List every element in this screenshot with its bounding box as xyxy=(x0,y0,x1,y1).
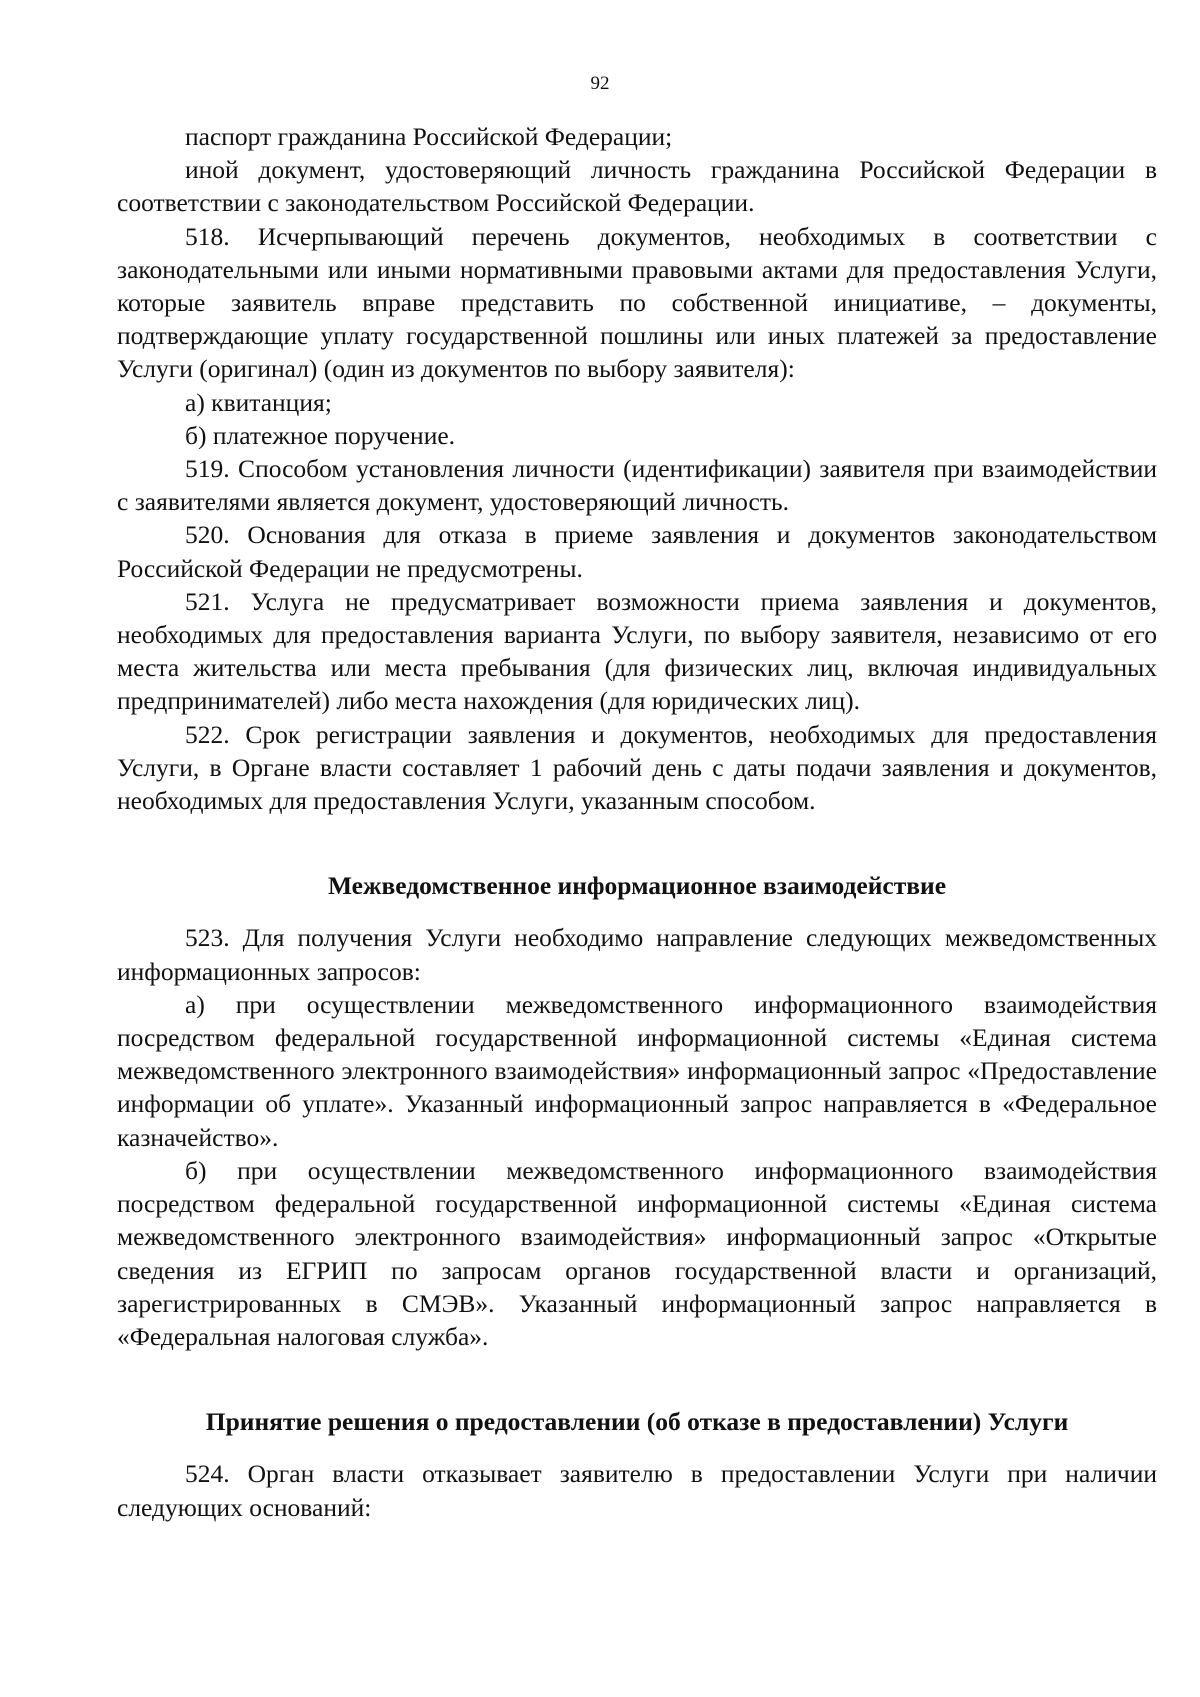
paragraph-520: 520. Основания для отказа в приеме заявления и документов законодательством Российской Федерации не предусмотрены. xyxy=(117,520,1157,583)
section-heading-interagency: Межведомственное информационное взаимодействие xyxy=(327,871,947,901)
section-heading-decision: Принятие решения о предоставлении (об отказе в предоставлении) Услуги xyxy=(205,1407,1069,1437)
paragraph-518-a: а) квитанция; xyxy=(185,387,332,417)
paragraph-523-a: а) при осуществлении межведомственного информационного взаимодействия посредством федеральной государственной информационной системы «Единая система межведомственного электронного взаимодействия» информационный запрос «Предоставление информации об уплате». Указанный информационный запрос направляется в «Федеральное казначейство». xyxy=(117,989,1157,1152)
document-body xyxy=(117,120,1157,1524)
paragraph-passport: паспорт гражданина Российской Федерации; xyxy=(185,122,673,151)
paragraph-523: 523. Для получения Услуги необходимо направление следующих межведомственных информационных запросов: xyxy=(117,923,1157,986)
paragraph-523-b: б) при осуществлении межведомственного информационного взаимодействия посредством федеральной государственной информационной системы «Единая система межведомственного электронного взаимодействия» информационный запрос «Открытые сведения из ЕГРИП по запросам органов государственной власти и организаций, зарегистрированных в СМЭВ». Указанный информационный запрос направляется в «Федеральная налоговая служба». xyxy=(117,1155,1157,1351)
paragraph-522: 522. Срок регистрации заявления и документов, необходимых для предоставления Услуги, в Органе власти составляет 1 рабочий день с даты подачи заявления и документов, необходимых для предоставления Услуги, указанным способом. xyxy=(117,719,1157,816)
paragraph-519: 519. Способом установления личности (идентификации) заявителя при взаимодействии с заявителями является документ, удостоверяющий личность. xyxy=(117,454,1157,517)
paragraph-other-id-document: иной документ, удостоверяющий личность гражданина Российской Федерации в соответствии с законодательством Российской Федерации. xyxy=(117,155,1157,218)
paragraph-524: 524. Орган власти отказывает заявителю в предоставлении Услуги при наличии следующих оснований: xyxy=(117,1459,1157,1522)
paragraph-518: 518. Исчерпывающий перечень документов, необходимых в соответствии с законодательными или иными нормативными правовыми актами для предоставления Услуги, которые заявитель вправе представить по собственной инициативе, – документы, подтверждающие уплату государственной пошлины или иных платежей за предоставление Услуги (оригинал) (один из документов по выбору заявителя): xyxy=(117,221,1157,384)
page-number: 92 xyxy=(590,73,610,94)
paragraph-521: 521. Услуга не предусматривает возможности приема заявления и документов, необходимых для предоставления варианта Услуги, по выбору заявителя, независимо от его места жительства или места пребывания (для физических лиц, включая индивидуальных предпринимателей) либо места нахождения (для юридических лиц). xyxy=(117,586,1157,716)
paragraph-518-b: б) платежное поручение. xyxy=(185,420,456,450)
